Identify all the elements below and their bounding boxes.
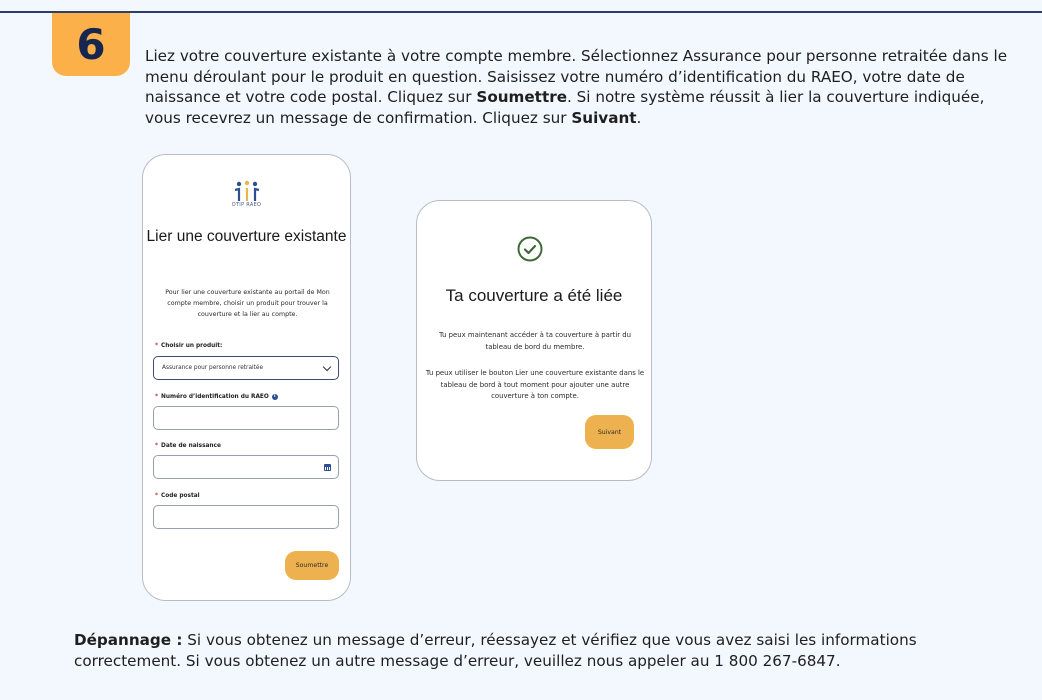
info-icon[interactable]: i [272, 394, 278, 400]
instructions-bold-next: Suivant [571, 108, 637, 127]
confirmation-message-2: Tu peux utiliser le bouton Lier une couverture existante dans le tableau de bord à tout moment pour ajouter une autre couverture à ton compte. [425, 369, 645, 400]
check-circle-icon [517, 236, 543, 262]
calendar-icon[interactable] [324, 464, 331, 471]
confirmation-title: Ta couverture a été liée [445, 286, 623, 305]
form-title: Lier une couverture existante [146, 228, 347, 245]
troubleshooting-label: Dépannage : [74, 631, 183, 649]
instructions-bold-submit: Soumettre [476, 88, 567, 106]
postal-code-input[interactable] [153, 505, 339, 529]
link-coverage-screen [142, 154, 351, 601]
raeo-id-input[interactable] [153, 406, 339, 430]
raeo-id-label-text: Numéro d’identification du RAEO [161, 394, 269, 400]
product-select[interactable] [153, 356, 339, 380]
submit-button[interactable]: Soumettre [285, 551, 339, 580]
logo-text: OTIP RAEO [231, 202, 262, 208]
troubleshooting-note [74, 630, 974, 672]
birthdate-input[interactable] [153, 455, 339, 479]
troubleshooting-text: Si vous obtenez un message d’erreur, réessayez et vérifiez que vous avez saisi les informations correctement. Si vous obtenez un autre message d’erreur, veuillez nous appeler au 1 800 267-6847. [74, 631, 917, 670]
required-marker: * [155, 394, 159, 400]
product-label [155, 343, 222, 349]
instructions-text-3: . [636, 108, 642, 127]
required-marker: * [155, 343, 159, 349]
form-description: Pour lier une couverture existante au portail de Mon compte membre, choisir un produit pour trouver la couverture et la lier au compte. [165, 289, 330, 318]
birthdate-label-text: Date de naissance [161, 443, 221, 449]
postal-code-label-text: Code postal [161, 493, 200, 499]
step-instructions [145, 46, 1025, 128]
required-marker: * [155, 493, 159, 499]
raeo-id-label [155, 394, 278, 400]
confirmation-screen [416, 200, 652, 481]
chevron-down-icon [323, 362, 331, 370]
instructions-text-2: . Si notre système réussit à lier la couverture indiquée, vous recevrez un message de confirmation. Cliquez sur [145, 88, 985, 127]
step-number-badge: 6 [52, 13, 130, 76]
postal-code-label [155, 493, 200, 499]
required-marker: * [155, 443, 159, 449]
top-divider [0, 11, 1042, 13]
instructions-text-1: Liez votre couverture existante à votre compte membre. Sélectionnez Assurance pour personne retraitée dans le menu déroulant pour le produit en question. Saisissez votre numéro d’identification du RAEO, votre date de naissance et votre code postal. Cliquez sur [145, 47, 1008, 106]
confirmation-message-1: Tu peux maintenant accéder à ta couverture à partir du tableau de bord du membre. [438, 331, 632, 351]
product-label-text: Choisir un produit: [161, 343, 223, 349]
birthdate-label [155, 443, 221, 449]
next-button[interactable]: Suivant [585, 415, 634, 449]
product-select-value: Assurance pour personne retraitée [162, 365, 264, 371]
